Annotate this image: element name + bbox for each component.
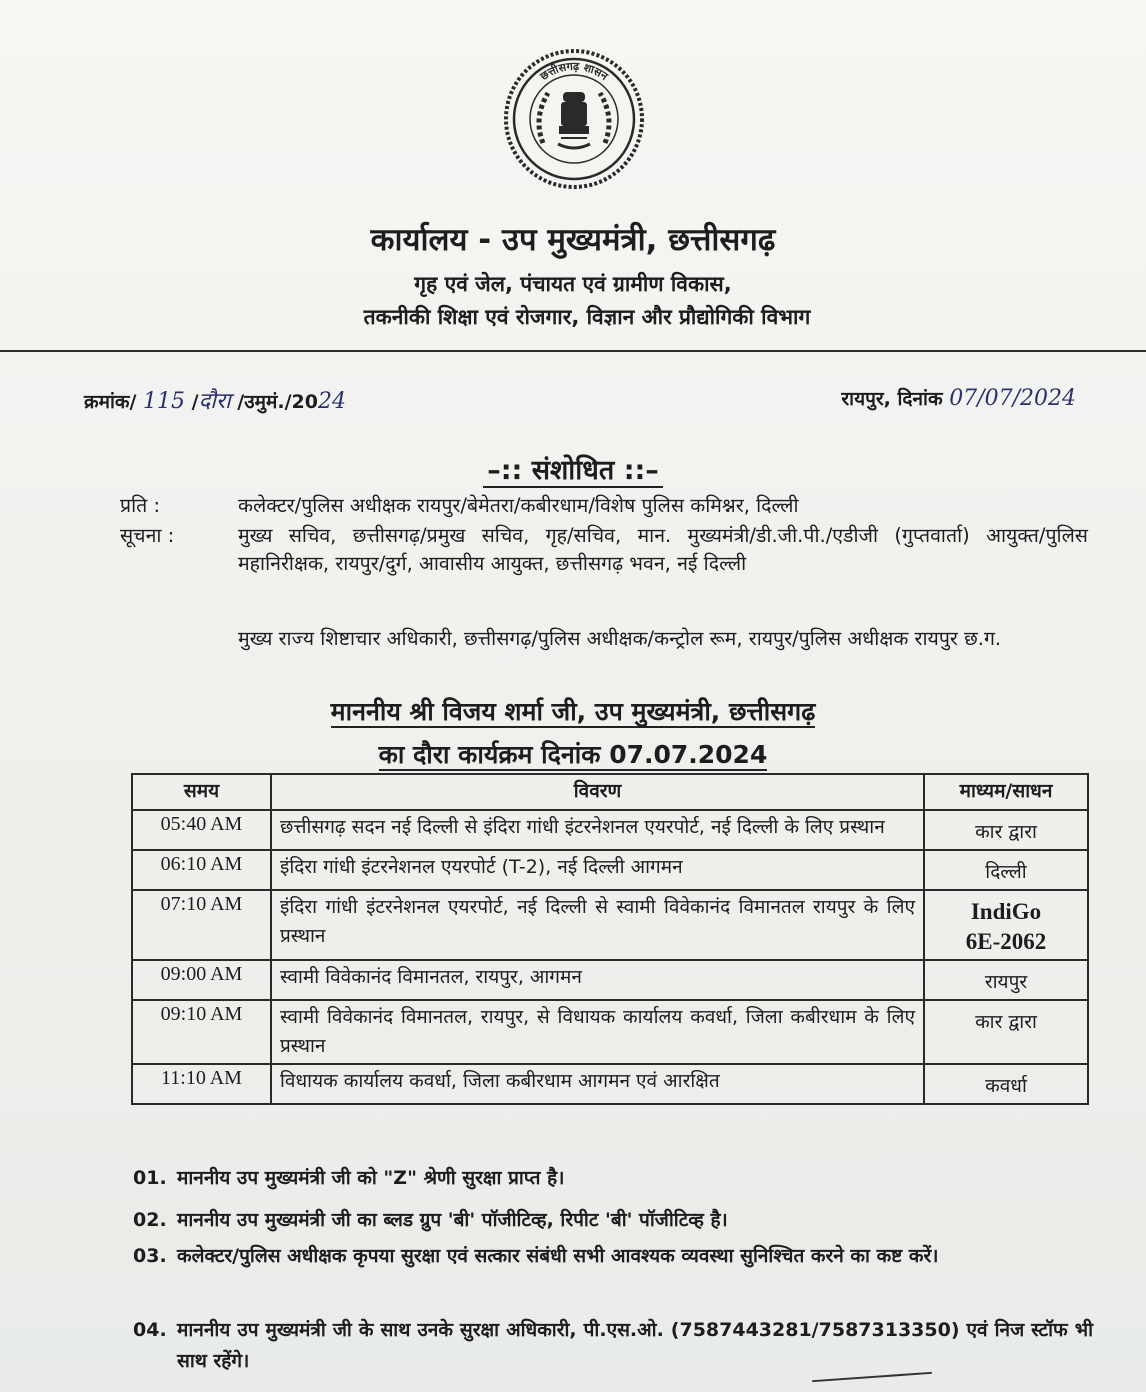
row-time: 05:40 AM [132,810,271,850]
ref-date-handwritten: 07/07/2024 [949,386,1076,411]
note-number: 04. [133,1319,167,1341]
row-description: विधायक कार्यालय कवर्धा, जिला कबीरधाम आगमन एवं आरक्षित [271,1064,924,1104]
row-time: 09:00 AM [132,960,271,1000]
to-label: प्रति : [120,494,161,517]
note-text: कलेक्टर/पुलिस अधीक्षक कृपया सुरक्षा एवं सत्कार संबंधी सभी आवश्यक व्यवस्था सुनिश्चित करने का कष्ट करें। [177,1245,939,1267]
row-description: छत्तीसगढ़ सदन नई दिल्ली से इंदिरा गांधी इंटरनेशनल एयरपोर्ट, नई दिल्ली के लिए प्रस्थान [271,810,924,850]
department-line-1: गृह एवं जेल, पंचायत एवं ग्रामीण विकास, [414,272,732,296]
header-mode: माध्यम/साधन [924,774,1088,810]
emblem-text: छत्तीसगढ़ शासन [537,59,611,84]
table-row [132,960,1088,1000]
flight-airline: IndiGo [970,899,1042,924]
row-mode: कवर्धा [924,1064,1088,1104]
row-time: 06:10 AM [132,850,271,890]
row-mode [924,890,1088,960]
tour-title-2: का दौरा कार्यक्रम दिनांक 07.07.2024 [378,740,768,769]
note-number: 02. [133,1209,167,1231]
row-description: स्वामी विवेकानंद विमानतल, रायपुर, से विधायक कार्यालय कवर्धा, जिला कबीरधाम के लिए प्रस्थान [271,1000,924,1064]
revised-heading: –:: संशोधित ::– [0,450,1146,487]
row-description: इंदिरा गांधी इंटरनेशनल एयरपोर्ट, नई दिल्ली से स्वामी विवेकानंद विमानतल रायपुर के लिए प्रस्थान [271,890,924,960]
header-description: विवरण [271,774,924,810]
header-time: समय [132,774,271,810]
row-mode: कार द्वारा [924,1000,1088,1064]
table-row [132,850,1088,890]
ref-office: /उमुमं./20 [230,391,318,413]
ref-prefix: क्रमांक/ [84,391,137,413]
table-row [132,890,1088,960]
ref-year-handwritten: 24 [317,389,346,414]
ref-place: रायपुर, दिनांक [841,388,943,410]
ref-number-handwritten: 115 [143,389,186,414]
row-mode: रायपुर [924,960,1088,1000]
row-description: इंदिरा गांधी इंटरनेशनल एयरपोर्ट (T-2), नई दिल्ली आगमन [271,850,924,890]
emblem-seal [503,48,645,190]
table-row [132,1064,1088,1104]
reference-date [841,385,1076,411]
reference-number [84,385,346,415]
ref-separator: / [185,391,199,413]
note-text: माननीय उप मुख्यमंत्री जी को "Z" श्रेणी सुरक्षा प्राप्त है। [177,1167,565,1189]
table-row [132,1000,1088,1064]
header-divider [0,350,1146,352]
note-number: 01. [133,1167,167,1189]
department-line-2: तकनीकी शिक्षा एवं रोजगार, विज्ञान और प्रौद्योगिकी विभाग [363,305,811,329]
ref-type-handwritten: दौरा [198,389,231,414]
note-number: 03. [133,1245,167,1267]
row-description: स्वामी विवेकानंद विमानतल, रायपुर, आगमन [271,960,924,1000]
office-title: कार्यालय - उप मुख्यमंत्री, छत्तीसगढ़ [370,222,776,258]
tour-title-1: माननीय श्री विजय शर्मा जी, उप मुख्यमंत्री, छत्तीसगढ़ [330,697,816,726]
info-text-2: मुख्य राज्य शिष्टाचार अधिकारी, छत्तीसगढ़/पुलिस अधीक्षक/कन्ट्रोल रूम, रायपुर/पुलिस अधीक्षक रायपुर छ.ग. [238,627,1002,650]
row-mode: दिल्ली [924,850,1088,890]
row-time: 09:10 AM [132,1000,271,1064]
row-time: 11:10 AM [132,1064,271,1104]
note-text: माननीय उप मुख्यमंत्री जी का ब्लड ग्रुप 'बी' पॉजीटिव्ह, रिपीट 'बी' पॉजीटिव्ह है। [177,1209,728,1231]
row-time: 07:10 AM [132,890,271,960]
note-text: माननीय उप मुख्यमंत्री जी के साथ उनके सुरक्षा अधिकारी, पी.एस.ओ. (7587443281/7587313350) एवं निज स्टॉफ भी साथ रहेंगे। [177,1319,1093,1372]
schedule-table [131,773,1089,1105]
info-text-1: मुख्य सचिव, छत्तीसगढ़/प्रमुख सचिव, गृह/सचिव, मान. मुख्यमंत्री/डी.जी.पी./एडीजी (गुप्तवार्ता) आयुक्त/पुलिस महानिरीक्षक, रायपुर/दुर्ग, आवासीय आयुक्त, छत्तीसगढ़ भवन, नई दिल्ली [238,524,1088,575]
table-header-row [132,774,1088,810]
table-row [132,810,1088,850]
row-mode: कार द्वारा [924,810,1088,850]
flight-number: 6E-2062 [965,929,1047,954]
government-emblem-icon [503,48,645,190]
info-label: सूचना : [120,524,175,547]
to-text: कलेक्टर/पुलिस अधीक्षक रायपुर/बेमेतरा/कबीरधाम/विशेष पुलिस कमिश्नर, दिल्ली [238,494,799,517]
